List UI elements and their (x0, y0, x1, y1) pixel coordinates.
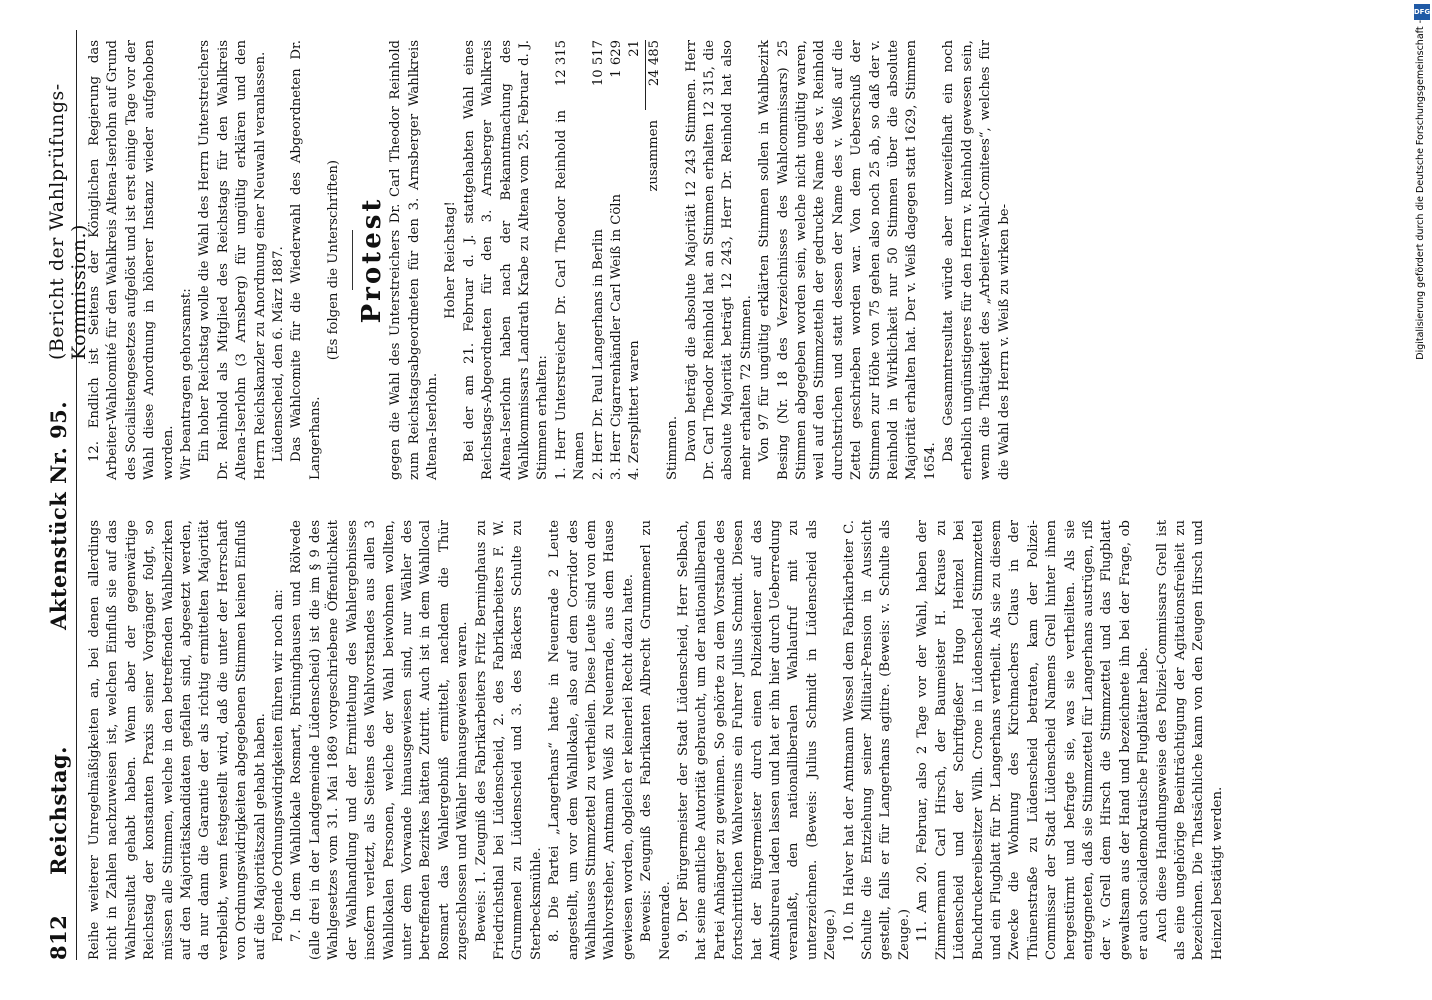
paragraph: Beweis: Zeugniß des Fabrikanten Albrecht Grummenerl zu Neuenrade. (639, 520, 673, 960)
left-column (86, 520, 1227, 960)
vote-label: 1. Herr Unterstreicher Dr. Carl Theodor Reinhold in Namen (553, 110, 588, 480)
protest-subtitle: gegen die Wahl des Unterstreichers Dr. Carl Theodor Reinhold zum Reichstagsabgeordneten für den 3. Arnsberger Wahlkreis Altena-Iserlohn. (388, 40, 440, 480)
paragraph: 9. Der Bürgermeister der Stadt Lüdenscheid, Herr Selbach, hat seine amtliche Autorität gebraucht, um der nationalliberalen Partei Anhänger zu gewinnen. So gehörte zu dem Vorstande des fortschrittlichen Wahlvereins ein Fuhrer Julius Schmidt. Diesen hat der Bürgermeister durch einen Polizeidiener auf das Amtsbureau laden lassen und hat er ihn hier durch Ueberredung veranlaßt, den nationalliberalen Wahlaufruf mit zu unterzeichnen. (Beweis: Julius Schmidt in Lüdenscheid als Zeuge.) (676, 520, 839, 960)
vote-value: 12 315 (553, 40, 569, 87)
paragraph: Auch diese Handlungsweise des Polizei-Commissars Grell ist als eine ungehörige Beeinträchtigung der Agitationsfreiheit zu bezeichnen. Die Thatsächliche kann von den Zeugen Hirsch und Heinzel bestätigt werden. (1154, 520, 1225, 960)
vote-label: 3. Herr Cigarrenhändler Carl Weiß in Cöln (608, 193, 624, 480)
page-header (42, 30, 90, 960)
paragraph: 7. In dem Wahllokale Rosmart, Brüninghausen und Rölvede (alle drei in der Landgemeinde Lüdenscheid) ist die im § 9 des Wahlgesetzes vom 31. Mai 1869 vorgeschriebene Öffentlichkeit der Wahlhandlung und der Ermittelung des Wahlergebnisses insofern verletzt, als Seitens des Wahlvorstandes aus allen 3 Wahllokalen Personen, welche der Wahl beiwohnen wollten, unter dem Vorwande hinausgewiesen sind, nur Wähler des betreffenden Bezirkes hätten Zutritt. Auch ist in dem Wahllocal Rosmart das Wahlergebniß ermittelt, nachdem die Thür zugeschlossen und Wähler hinausgewiesen waren. (289, 520, 471, 960)
paragraph: Ein hoher Reichstag wolle die Wahl des Herrn Unterstreichers Dr. Reinhold als Mitglied des Reichstags für den Wahlkreis Altena-Iserlohn (3 Arnsberg) für ungültig erklären und den Herrn Reichskanzler zu Anordnung einer Neuwahl veranlassen. (197, 40, 268, 480)
divider (352, 230, 353, 290)
protest-title: Protest (356, 196, 387, 324)
paragraph: Das Gesammtresultat würde aber unzweifelhaft ein noch erheblich ungünstigeres für den Herrn v. Reinhold gewesen sein, wenn die Thätigkeit des „Arbeiter-Wahl-Comitees“, welches für die Wahl des Herrn v. Weiß zu wirken be- (941, 40, 1012, 480)
vote-value: 10 517 (590, 40, 606, 87)
table-row (608, 40, 626, 480)
total-label: zusammen (646, 120, 662, 192)
page-number: 812 (46, 914, 71, 960)
vote-value: 1 629 (608, 40, 624, 78)
dfg-logo: DFG (1414, 4, 1430, 20)
table-row (645, 40, 664, 480)
table-row (626, 40, 645, 480)
table-row (553, 40, 590, 480)
paragraph: 10. In Halver hat der Amtmann Wessel dem Fabrikarbeiter C. Schulte die Entziehung seiner Militair-Pension in Aussicht gestellt, falls er für Langerhans agitire. (Beweis: v. Schulte als Zeuge.) (841, 520, 912, 960)
vote-label: 2. Herr Dr. Paul Langerhans in Berlin (590, 229, 606, 480)
header-right: (Bericht der Wahlprüfungs-Kommission.) (46, 83, 90, 360)
paragraph: 11. Am 20. Februar, also 2 Tage vor der Wahl, haben der Zimmermann Carl Hirsch, der Baumeister H. Krause zu Lüdenscheid und der Schriftgießer Hugo Heinzel bei Buchdruckereibesitzer Wilh. Crone in Lüdenscheid Stimmzettel und ein Flugblatt für Dr. Langerhans vertheilt. Als sie zu diesem Zwecke die Wohnung des Kirchmachers Claus in der Thünenstraße zu Lüdenscheid betraten, kam der Polizei-Commissar der Stadt Lüdenscheid Namens Grell hinter ihnen hergestürmt und befragte sie, was sie vertheilten. Als sie entgegneten, daß sie Stimmzettel für Langerhans austrügen, riß der v. Grell dem Hirsch die Stimmzettel und das Flugblatt gewaltsam aus der Hand und bezeichnete ihn bei der Frage, ob er auch socialdemokratische Flugblätter habe. (915, 520, 1152, 960)
paragraph: Wir beantragen gehorsamst: (179, 288, 195, 480)
digitization-sidebar (1415, 20, 1429, 1000)
total-value: 24 485 (645, 40, 664, 110)
vote-value: 21 (627, 40, 643, 57)
paragraph: Reihe weiterer Unregelmäßigkeiten an, bei denen allerdings nicht in Zahlen nachzuweisen ist, welchen Einfluß sie auf das Wahlresultat gehabt haben. Wenn aber der gegenwärtige Reichstag der konstanten Praxis seiner Vorgänger folgt, so müssen alle Stimmen, welche in den betreffenden Wahlbezirken auf den Majoritätskandidaten gefallen sind, abgesetzt werden, da nur dann die Garantie der als richtig ermittelten Majorität verbleibt, wenn festgestellt wird, daß die unter der Herrschaft von Ordnungswidrigkeiten abgegebenen Stimmen keinen Einfluß auf die Majoritätszahl gehabt haben. (87, 520, 268, 960)
paragraph: Das Wahlcomite für die Wiederwahl des Abgeordneten Dr. Langerhans. (289, 40, 323, 480)
paragraph: Von 97 für ungültig erklärten Stimmen sollen in Wahlbezirk Besing (Nr. 18 des Verzeichnisses des Wahlcommissars) 25 Stimmen abgegeben worden sein, welche nicht ungültig waren, weil auf den Stimmzetteln der gedruckte Name des v. Reinhold durchstrichen und statt dessen der Name des v. Weiß auf die Zettel geschrieben worden war. Von dem Ueberschuß der Stimmen zur Höhe von 75 gehen also noch 25 ab, so daß der v. Reinhold in Wirklichkeit nur 50 Stimmen über die absolute Majorität erhalten hat. Der v. Weiß dagegen statt 1629, Stimmen 1654. (757, 40, 938, 480)
paragraph: 8. Die Partei „Langerhans“ hatte in Neuenrade 2 Leute angestellt, um vor dem Wahllokale, also auf dem Corridor des Wahlhauses Stimmzettel zu vertheilen. Diese Leute sind von dem Wahlvorsteher, Amtmann Weiß zu Neuenrade, aus dem Hause gewiesen worden, obgleich er keinerlei Recht dazu hatte. (547, 520, 636, 960)
paragraph: Folgende Ordnungswidrigkeiten führen wir noch an: (271, 589, 287, 942)
votes-table (553, 40, 664, 480)
paragraph: Beweis: 1. Zeugniß des Fabrikarbeiters Fritz Berninghaus zu Friedrichsthal bei Lüdenscheid, 2. des Fabrikarbeiters F. W. Grummenel zu Lüdenscheid und 3. des Bäckers Schulte zu Sterbecksmühle. (473, 520, 544, 960)
paragraph: Stimmen. (665, 415, 681, 480)
paragraph: Davon beträgt die absolute Majorität 12 243 Stimmen. Herr Dr. Carl Theodor Reinhold hat an Stimmen erhalten 12 315, die absolute Majorität beträgt 12 243, Herr Dr. Reinhold hat also mehr erhalten 72 Stimmen. (683, 40, 754, 480)
paragraph: Bei der am 21. Februar d. J. stattgehabten Wahl eines Reichstags-Abgeordneten für den 3. Arnsberger Wahlkreis Altena-Iserlohn haben nach der Bekanntmachung des Wahlkommissars Landrath Krabe zu Altena vom 25. Februar d. J. Stimmen erhalten: (461, 40, 551, 480)
digitization-note: Digitalisierung gefördert durch die Deutsche Forschungsgemeinschaft - (1415, 20, 1426, 360)
header-center: Aktenstück Nr. 95. (46, 400, 71, 630)
header-left: Reichstag. (46, 746, 71, 875)
salutation: Hoher Reichstag! (443, 201, 459, 319)
paragraph: 12. Endlich ist Seitens der Königlichen Regierung das Arbeiter-Wahlcomité für den Wahlkreis Altena-Iserlohn auf Grund des Socialistengesetzes aufgelöst und ist erst einige Tage vor der Wahl diese Anordnung in höherer Instanz wieder aufgehoben worden. (87, 40, 176, 480)
date-line: Lüdenscheid, den 6. März 1887. (271, 246, 287, 462)
vote-label: 4. Zersplittert waren (627, 340, 643, 480)
right-column (86, 40, 1014, 480)
signatures-note: (Es folgen die Unterschriften) (326, 159, 342, 361)
table-row (590, 40, 608, 480)
